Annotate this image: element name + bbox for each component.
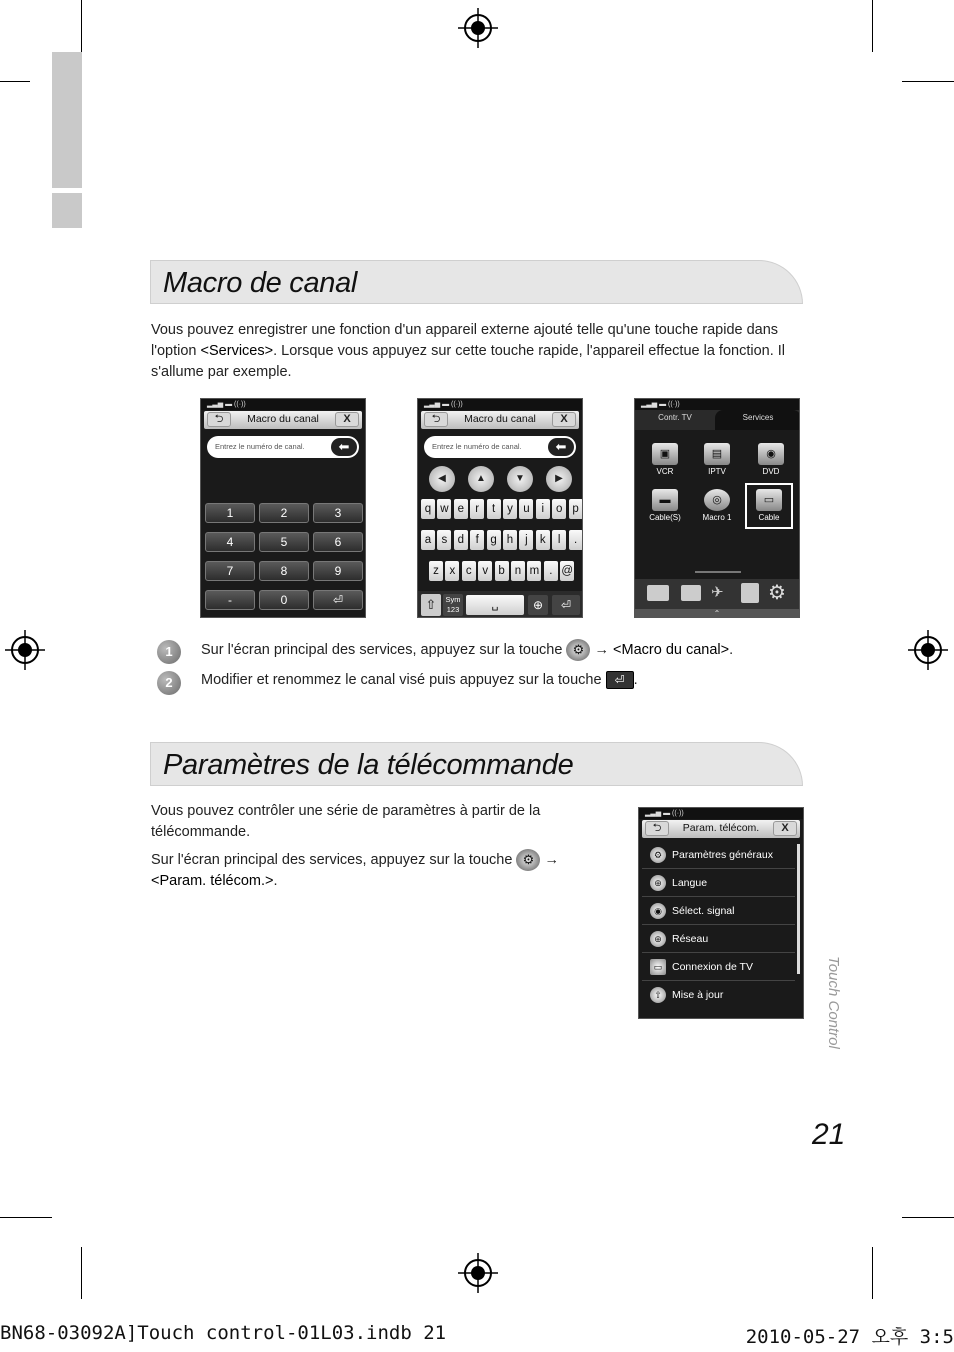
keyboard-key[interactable]: k (536, 530, 550, 550)
channel-input[interactable]: Entrez le numéro de canal. ⬅ (207, 436, 359, 458)
keyboard-key[interactable]: t (487, 499, 501, 519)
signal-icon: ◉ (650, 903, 666, 919)
keyboard-key[interactable]: a (421, 530, 435, 550)
numpad-key[interactable]: 0 (259, 590, 309, 610)
numpad-key[interactable]: 8 (259, 561, 309, 581)
services-dock (635, 579, 799, 609)
crop-mark (902, 1217, 954, 1218)
status-bar: ▂▃▅ ▬ ((·)) (201, 399, 365, 410)
screen-numeric-keypad (200, 398, 366, 618)
crop-mark (81, 1247, 82, 1299)
numpad-key[interactable]: - (205, 590, 255, 610)
back-button[interactable]: ⮌ (645, 821, 669, 836)
keyboard-key[interactable]: s (437, 530, 451, 550)
intro-line: l'option <Services>. Lorsque vous appuyez sur cette touche rapide, l'appareil effectue la fonction. Il (151, 343, 786, 359)
cable-icon[interactable]: ▭ Cable (745, 483, 793, 529)
back-button[interactable]: ⮌ (424, 412, 448, 427)
gear-icon[interactable]: ⚙ (768, 582, 786, 604)
keyboard-key[interactable]: g (487, 530, 501, 550)
keyboard-key[interactable]: b (495, 561, 509, 581)
title-bar (421, 411, 579, 429)
keyboard-key[interactable]: v (478, 561, 492, 581)
keyboard-key[interactable]: c (462, 561, 476, 581)
section-header-remote-settings (150, 742, 803, 786)
numpad-key[interactable]: 7 (205, 561, 255, 581)
registration-mark-icon (458, 8, 498, 48)
keyboard-key[interactable]: @ (560, 561, 574, 581)
network-globe-icon: ⊕ (650, 931, 666, 947)
side-label-wrapper (818, 956, 842, 1068)
close-button[interactable]: X (773, 821, 797, 836)
registration-mark-icon (908, 630, 948, 670)
remote-icon[interactable] (741, 583, 759, 603)
screen-services (634, 398, 800, 618)
step-number: 1 (157, 640, 181, 664)
keyboard-key[interactable]: y (503, 499, 517, 519)
satellite-icon[interactable]: ✈ (711, 584, 724, 601)
crop-mark (0, 1217, 52, 1218)
close-button[interactable]: X (335, 412, 359, 427)
keyboard-key[interactable]: r (470, 499, 484, 519)
channel-input[interactable]: Entrez le numéro de canal. ⬅ (424, 436, 576, 458)
backspace-icon[interactable]: ⬅ (548, 438, 574, 456)
enter-icon[interactable]: ⏎ (552, 595, 580, 615)
iptv-icon[interactable]: ▤ IPTV (695, 443, 739, 487)
keyboard-key[interactable]: e (454, 499, 468, 519)
sym-button[interactable]: Sym 123 (443, 594, 463, 616)
title-bar (204, 411, 362, 429)
registration-mark-icon (5, 630, 45, 670)
numpad-key[interactable]: 6 (313, 532, 363, 552)
keyboard-key[interactable]: q (421, 499, 435, 519)
title-bar (642, 820, 800, 838)
intro-line: s'allume par exemple. (151, 364, 292, 380)
keyboard-key[interactable]: f (470, 530, 484, 550)
intro-line: Vous pouvez enregistrer une fonction d'un appareil externe ajouté telle qu'une touche rapide dans (151, 322, 779, 338)
status-bar: ▂▃▅ ▬ ((·)) (639, 808, 803, 819)
enter-key-icon: ⏎ (606, 671, 634, 689)
menu-item-tv-connection[interactable]: ▭ Connexion de TV (642, 954, 795, 981)
menu-item-signal[interactable]: ◉ Sélect. signal (642, 898, 795, 925)
shift-icon[interactable]: ⇧ (421, 594, 441, 616)
status-bar: ▂▃▅ ▬ ((·)) (418, 399, 582, 410)
keyboard-key[interactable]: i (536, 499, 550, 519)
vcr-icon[interactable]: ▣ VCR (643, 443, 687, 487)
side-label: Touch Control (825, 956, 842, 1049)
numpad-key[interactable]: 2 (259, 503, 309, 523)
settings-gear-icon: ⚙ (566, 639, 590, 661)
page-number: 21 (812, 1118, 846, 1151)
screen-title: Param. télécom. (682, 822, 760, 834)
keyboard-key[interactable]: h (503, 530, 517, 550)
keyboard-key[interactable]: u (519, 499, 533, 519)
screen-title: Macro du canal (464, 413, 536, 425)
crop-mark (0, 81, 30, 82)
keyboard-key[interactable]: m (527, 561, 541, 581)
globe-icon: ⊕ (650, 875, 666, 891)
step-number: 2 (157, 671, 181, 695)
numpad-key[interactable]: 5 (259, 532, 309, 552)
scrollbar[interactable] (797, 844, 800, 974)
paragraph-1: Vous pouvez contrôler une série de paramètres à partir de la télécommande. (151, 803, 541, 840)
services-tabs (635, 410, 799, 430)
keyboard-bottom-bar (418, 591, 582, 618)
keyboard-key[interactable]: d (454, 530, 468, 550)
numpad-key[interactable]: 1 (205, 503, 255, 523)
step-2-text: Modifier et renommez le canal visé puis appuyez sur la touche ⏎ . (201, 672, 638, 688)
gear-icon: ⚙ (650, 847, 666, 863)
arrow-up-icon[interactable]: ▲ (468, 466, 494, 492)
page-indicator (695, 571, 741, 573)
keyboard-key[interactable]: j (519, 530, 533, 550)
section-header-macro (150, 260, 803, 304)
crop-mark (872, 1247, 873, 1299)
dvd-icon[interactable]: ◉ DVD (749, 443, 793, 487)
tv-icon[interactable] (647, 585, 669, 601)
tv-icon: ▭ (650, 959, 666, 975)
numpad-key[interactable]: 3 (313, 503, 363, 523)
backspace-icon[interactable]: ⬅ (331, 438, 357, 456)
paragraph-2: Sur l'écran principal des services, appuyez sur la touche ⚙ → <Param. télécom.>. (151, 849, 571, 892)
keyboard-key[interactable]: . (544, 561, 558, 581)
space-icon[interactable]: ␣ (466, 595, 524, 615)
footer-file-info: BN68-03092A]Touch control-01L03.indb 21 (0, 1322, 447, 1344)
numpad-key[interactable]: 9 (313, 561, 363, 581)
folder-icon[interactable] (681, 585, 701, 601)
screen-title: Macro du canal (247, 413, 319, 425)
settings-gear-icon: ⚙ (516, 849, 540, 871)
registration-mark-icon (458, 1253, 498, 1293)
close-button[interactable]: X (552, 412, 576, 427)
arrow-up-icon: ⇧ (650, 987, 666, 1003)
numpad-key[interactable]: 4 (205, 532, 255, 552)
tab-services[interactable]: Services (715, 410, 800, 430)
step-1-text: Sur l'écran principal des services, appuyez sur la touche ⚙ → <Macro du canal>. (201, 639, 801, 661)
menu-item-general[interactable]: ⚙ Paramètres généraux (642, 842, 795, 869)
globe-icon[interactable]: ⊕ (528, 595, 548, 615)
crop-mark (872, 0, 873, 52)
keyboard-key[interactable]: x (445, 561, 459, 581)
macro-1-icon[interactable]: ◎ Macro 1 (695, 489, 739, 533)
section-title: Macro de canal (163, 267, 358, 299)
keyboard-key[interactable]: w (437, 499, 451, 519)
keyboard-key[interactable]: l (552, 530, 566, 550)
back-button[interactable]: ⮌ (207, 412, 231, 427)
crop-mark (902, 81, 954, 82)
side-tab (52, 52, 82, 188)
menu-item-update[interactable]: ⇧ Mise à jour (642, 982, 795, 1009)
keyboard-key[interactable]: o (552, 499, 566, 519)
arrow-left-icon[interactable]: ◀ (429, 466, 455, 492)
menu-item-network[interactable]: ⊕ Réseau (642, 926, 795, 953)
intro-paragraph (151, 320, 801, 383)
chevron-up-icon[interactable]: ⌃ (635, 609, 799, 618)
numpad-key[interactable]: ⏎ (313, 590, 363, 610)
arrow-down-icon[interactable]: ▼ (507, 466, 533, 492)
screen-qwerty-keyboard (417, 398, 583, 618)
keyboard-key[interactable]: n (511, 561, 525, 581)
keyboard-key[interactable]: z (429, 561, 443, 581)
keyboard-key[interactable]: p (569, 499, 583, 519)
footer-date: 2010-05-27 오후 3:5 (745, 1326, 954, 1348)
screen-remote-settings (638, 807, 804, 1019)
status-bar: ▂▃▅ ▬ ((·)) (635, 399, 799, 410)
tab-contr-tv[interactable]: Contr. TV (658, 413, 692, 422)
cable-s-icon[interactable]: ▬ Cable(S) (643, 489, 687, 533)
menu-item-language[interactable]: ⊕ Langue (642, 870, 795, 897)
keyboard-key[interactable]: . (569, 530, 583, 550)
side-tab (52, 193, 82, 228)
crop-mark (81, 0, 82, 52)
section-title: Paramètres de la télécommande (163, 749, 574, 781)
arrow-right-icon[interactable]: ▶ (546, 466, 572, 492)
